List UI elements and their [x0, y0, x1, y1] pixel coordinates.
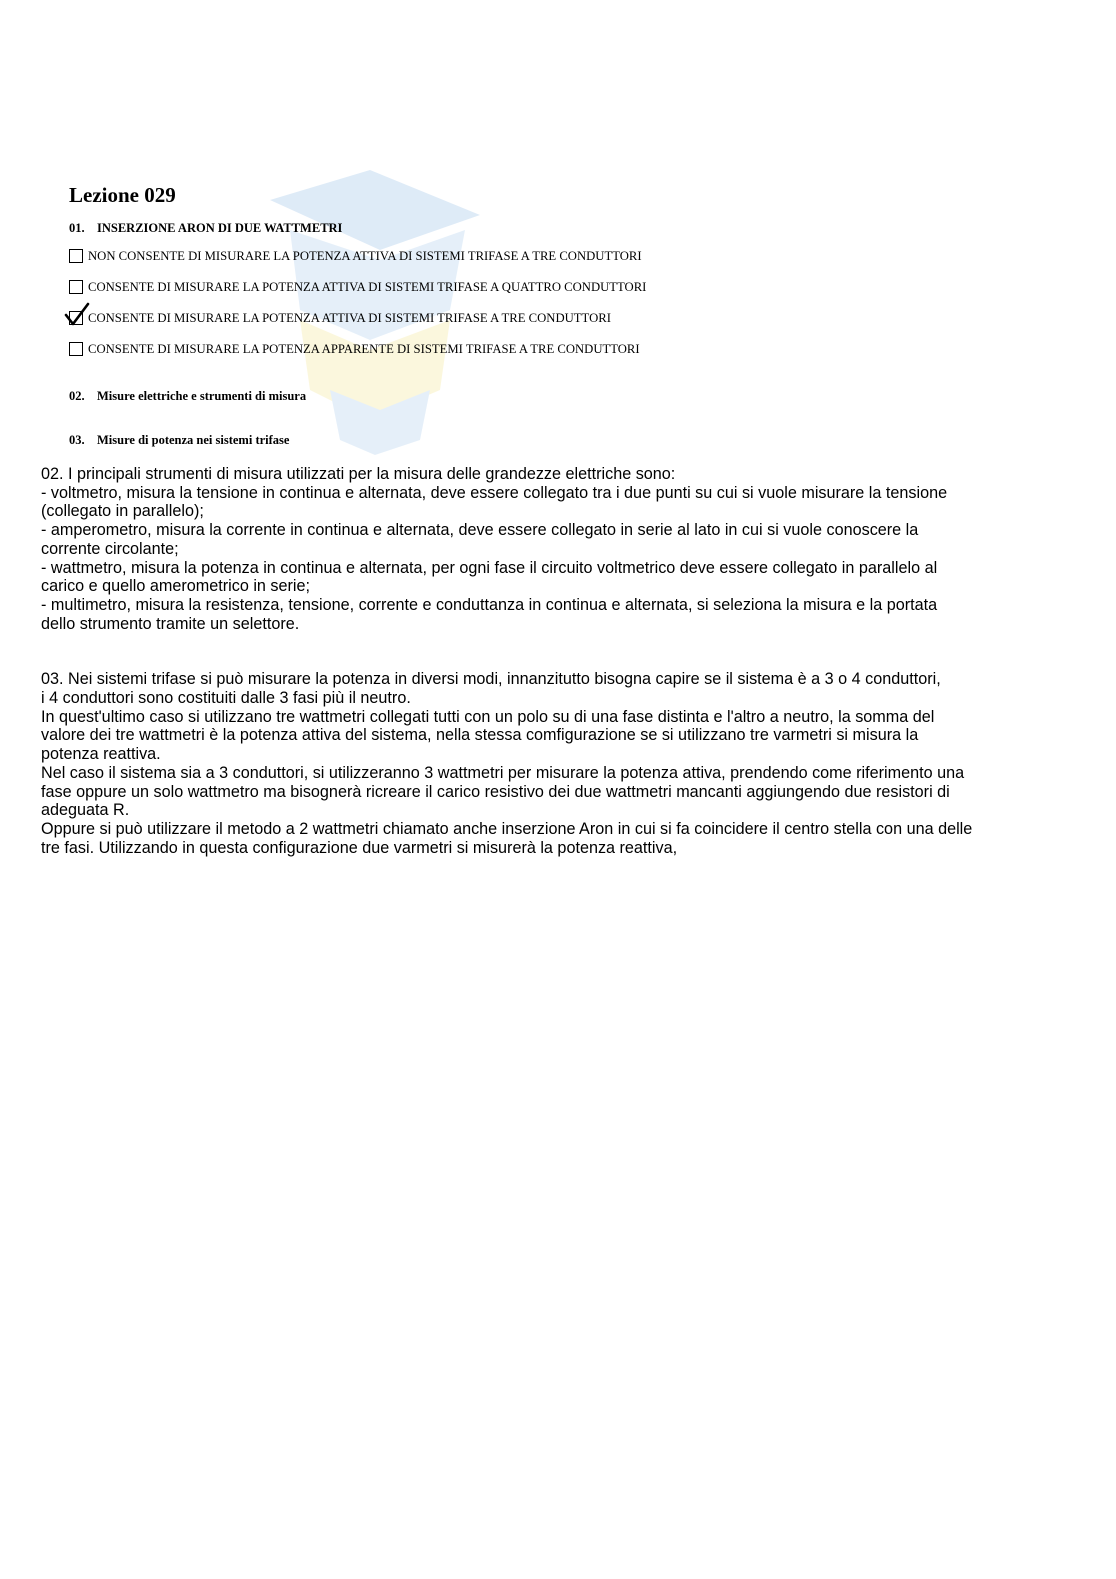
paragraph-gap [41, 633, 1111, 670]
answer-3-line: fase oppure un solo wattmetro ma bisognerà ricreare il carico resistivo dei due wattmetri mancanti aggiungendo due resistori di [41, 782, 950, 801]
answer-2-line: - multimetro, misura la resistenza, tensione, corrente e conduttanza in continua e alternata, si seleziona la misura e la portata [41, 595, 938, 614]
checkbox[interactable] [69, 249, 83, 263]
answer-option-3[interactable] [69, 309, 611, 327]
answer-2-line: carico e quello amerometrico in serie; [41, 577, 311, 596]
answer-2-line: - wattmetro, misura la potenza in continua e alternata, per ogni fase il circuito voltmetrico deve essere collegato in parallelo al [41, 558, 938, 577]
question-1-heading [69, 220, 342, 236]
answer-3-line: valore dei tre wattmetri è la potenza attiva del sistema, nella stessa comfigurazione se si utilizzano tre varmetri si misura la [41, 726, 919, 745]
answer-3-line: potenza reattiva. [41, 745, 161, 764]
question-1-title: INSERZIONE ARON DI DUE WATTMETRI [97, 221, 343, 235]
quiz-section [69, 182, 789, 447]
answer-option-2[interactable] [69, 278, 646, 296]
checkbox[interactable] [69, 280, 83, 294]
question-3-title: Misure di potenza nei sistemi trifase [97, 433, 290, 447]
checkmark-icon [64, 302, 90, 328]
answer-option-4[interactable] [69, 340, 640, 358]
option-label: CONSENTE DI MISURARE LA POTENZA ATTIVA DI SISTEMI TRIFASE A QUATTRO CONDUTTORI [88, 280, 647, 294]
answer-3-line: In quest'ultimo caso si utilizzano tre wattmetri collegati tutti con un polo su di una fase distinta e l'altro a neutro, la somma del [41, 707, 935, 726]
answer-2-line: corrente circolante; [41, 539, 179, 558]
answer-3-line: Nel caso il sistema sia a 3 conduttori, si utilizzeranno 3 wattmetri per misurare la potenza attiva, prendendo come riferimento una [41, 763, 965, 782]
answer-3-line: 03. Nei sistemi trifase si può misurare la potenza in diversi modi, innanzitutto bisogna capire se il sistema è a 3 o 4 conduttori, [41, 670, 941, 689]
answer-2-line: - voltmetro, misura la tensione in continua e alternata, deve essere collegato tra i due punti su cui si vuole misurare la tensione [41, 483, 948, 502]
answer-3-line: i 4 conduttori sono costituiti dalle 3 fasi più il neutro. [41, 689, 411, 708]
answer-3-line: Oppure si può utilizzare il metodo a 2 wattmetri chiamato anche inserzione Aron in cui si fa coincidere il centro stella con una delle [41, 819, 973, 838]
question-2-heading [69, 388, 306, 404]
question-2-title: Misure elettriche e strumenti di misura [97, 389, 307, 403]
option-label: CONSENTE DI MISURARE LA POTENZA APPARENTE DI SISTEMI TRIFASE A TRE CONDUTTORI [88, 342, 640, 356]
answer-2-line: 02. I principali strumenti di misura utilizzati per la misura delle grandezze elettriche sono: [41, 465, 676, 483]
checkbox-checked[interactable] [69, 311, 83, 325]
answer-2-line: - amperometro, misura la corrente in continua e alternata, deve essere collegato in serie al lato in cui si vuole conoscere la [41, 521, 919, 540]
question-2-number: 02. [69, 389, 85, 403]
answer-2-line: (collegato in parallelo); [41, 502, 204, 521]
question-3-heading [69, 432, 289, 448]
question-3-number: 03. [69, 433, 85, 447]
answer-option-1[interactable] [69, 247, 642, 265]
question-1-number: 01. [69, 221, 85, 235]
checkbox[interactable] [69, 342, 83, 356]
option-label: NON CONSENTE DI MISURARE LA POTENZA ATTIVA DI SISTEMI TRIFASE A TRE CONDUTTORI [88, 249, 642, 263]
answers-section [41, 465, 1111, 857]
answer-3-line: adeguata R. [41, 801, 130, 820]
answer-3-line: tre fasi. Utilizzando in questa configurazione due varmetri si misurerà la potenza reattiva, [41, 838, 678, 857]
lesson-title: Lezione 029 [69, 183, 176, 207]
answer-2-line: dello strumento tramite un selettore. [41, 614, 300, 633]
option-label: CONSENTE DI MISURARE LA POTENZA ATTIVA DI SISTEMI TRIFASE A TRE CONDUTTORI [88, 311, 611, 325]
